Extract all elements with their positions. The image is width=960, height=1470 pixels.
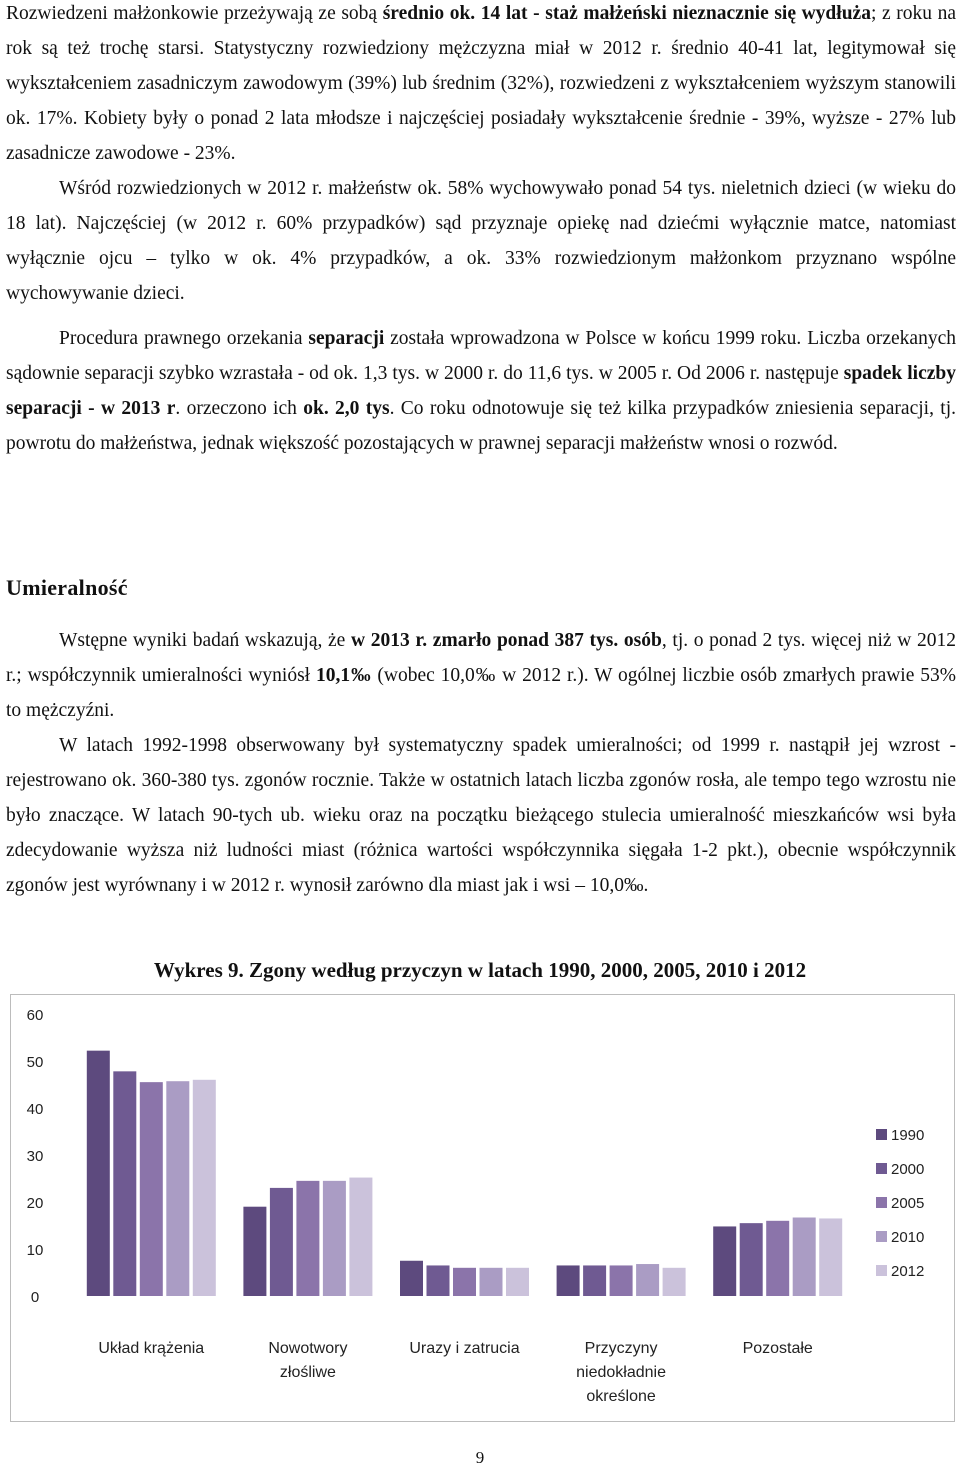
legend-label: 2010 xyxy=(891,1229,925,1246)
bar xyxy=(349,1178,372,1296)
bar xyxy=(270,1188,293,1296)
x-category-label: niedokładnie xyxy=(576,1364,667,1381)
paragraph-mortality-2013 xyxy=(6,623,956,728)
bar xyxy=(610,1265,633,1296)
bar xyxy=(113,1071,136,1296)
y-tick-label: 10 xyxy=(26,1242,44,1259)
bar-chart xyxy=(11,995,954,1421)
paragraph-text: Wśród rozwiedzionych w 2012 r. małżeństw ok. 58% wychowywało ponad 54 tys. nieletnich dzieci (w wieku do 18 lat). Najczęściej (w 2012 r. 60% przypadków) sąd przyznaje opiekę nad dziećmi wyłącznie matce, natomiast wyłącznie ojcu – tylko w ok. 4% przypadków, a ok. 33% rozwiedzionym małżonkom przyznano wspólne wychowywanie dzieci. xyxy=(6,178,956,304)
legend-label: 2000 xyxy=(891,1161,925,1178)
bar xyxy=(140,1082,163,1296)
legend-swatch xyxy=(876,1163,887,1174)
bar xyxy=(663,1268,686,1296)
bar xyxy=(557,1265,580,1296)
legend-label: 2005 xyxy=(891,1195,925,1212)
legend-label: 2012 xyxy=(891,1263,925,1280)
bar xyxy=(166,1081,189,1296)
bar xyxy=(583,1265,606,1296)
x-category-label: złośliwe xyxy=(279,1364,336,1381)
y-tick-label: 20 xyxy=(26,1195,44,1212)
bar xyxy=(819,1218,842,1296)
x-category-label: Przyczyny xyxy=(584,1340,658,1357)
x-category-label: Nowotwory xyxy=(268,1340,348,1357)
paragraph-text: Wstępne wyniki badań wskazują, że w 2013 r. zmarło ponad 387 tys. osób, tj. o ponad 2 tys. więcej niż w 2012 r.; współczynnik umieralności wyniósł 10,1‰ (wobec 10,0‰ w 2012 r.). W ogólnej liczbie osób zmarłych prawie 53% to mężczyźni. xyxy=(6,630,956,721)
bar xyxy=(480,1268,503,1296)
legend-swatch xyxy=(876,1197,887,1208)
text-section-mortality xyxy=(6,623,956,903)
bar xyxy=(323,1181,346,1296)
bar xyxy=(713,1226,736,1296)
bar xyxy=(400,1261,423,1296)
legend-swatch xyxy=(876,1231,887,1242)
x-category-label: określone xyxy=(586,1388,656,1405)
paragraph-mortality-trend xyxy=(6,728,956,903)
paragraph-children-custody xyxy=(6,171,956,311)
x-category-label: Układ krążenia xyxy=(98,1340,205,1357)
bar xyxy=(427,1265,450,1296)
x-category-label: Urazy i zatrucia xyxy=(409,1340,520,1357)
paragraph-text: Rozwiedzeni małżonkowie przeżywają ze sobą średnio ok. 14 lat - staż małżeński nieznacznie się wydłuża; z roku na rok są też trochę starsi. Statystyczny rozwiedziony mężczyzna miał w 2012 r. średnio 40-41 lat, legitymował się wykształceniem zasadniczym zawodowym (39%) lub średnim (32%), rozwiedzeni z wykształceniem wyższym stanowili ok. 17%. Kobiety były o ponad 2 lata młodsze i najczęściej posiadały wykształcenie średnie - 39%, wyższe - 27% lub zasadnicze zawodowe - 23%. xyxy=(6,3,956,164)
section-heading-mortality: Umieralność xyxy=(6,575,128,600)
y-tick-label: 50 xyxy=(26,1054,44,1071)
legend-label: 1990 xyxy=(891,1127,925,1144)
y-tick-label: 0 xyxy=(30,1289,40,1306)
bar xyxy=(243,1207,266,1296)
bar xyxy=(740,1223,763,1296)
y-tick-label: 30 xyxy=(26,1148,44,1165)
paragraph-divorce-stats xyxy=(6,0,956,171)
y-tick-label: 60 xyxy=(26,1007,44,1024)
x-category-label: Pozostałe xyxy=(742,1340,813,1357)
bar xyxy=(793,1218,816,1296)
bar xyxy=(193,1080,216,1296)
chart-container xyxy=(10,994,955,1422)
legend-swatch xyxy=(876,1129,887,1140)
legend-swatch xyxy=(876,1265,887,1276)
bar xyxy=(506,1268,529,1296)
chart-title: Wykres 9. Zgony według przyczyn w latach 1990, 2000, 2005, 2010 i 2012 xyxy=(153,958,807,982)
bar xyxy=(453,1268,476,1296)
bar xyxy=(87,1051,110,1296)
paragraph-separation xyxy=(6,321,956,461)
text-section-divorce xyxy=(6,0,956,461)
bar xyxy=(766,1221,789,1296)
page-number: 9 xyxy=(475,1448,485,1467)
bar xyxy=(636,1264,659,1296)
paragraph-text: Procedura prawnego orzekania separacji została wprowadzona w Polsce w końcu 1999 roku. Liczba orzekanych sądownie separacji szybko wzrastała - od ok. 1,3 tys. w 2000 r. do 11,6 tys. w 2005 r. Od 2006 r. następuje spadek liczby separacji - w 2013 r. orzeczono ich ok. 2,0 tys. Co roku odnotowuje się też kilka przypadków zniesienia separacji, tj. powrotu do małżeństwa, jednak większość pozostających w prawnej separacji małżeństw wnosi o rozwód. xyxy=(6,328,956,454)
bar xyxy=(296,1181,319,1296)
paragraph-text: W latach 1992-1998 obserwowany był systematyczny spadek umieralności; od 1999 r. nastąpił jej wzrost - rejestrowano ok. 360-380 tys. zgonów rocznie. Także w ostatnich latach liczba zgonów rosła, ale tempo tego wzrostu nie było znaczące. W latach 90-tych ub. wieku oraz na początku bieżącego stulecia umieralność mieszkańców wsi była zdecydowanie wyższa niż ludności miast (różnica wartości współczynnika sięgała 1-2 pkt.), obecnie współczynnik zgonów jest wyrównany i w 2012 r. wynosił zarówno dla miast jak i wsi – 10,0‰. xyxy=(6,735,956,896)
y-tick-label: 40 xyxy=(26,1101,44,1118)
